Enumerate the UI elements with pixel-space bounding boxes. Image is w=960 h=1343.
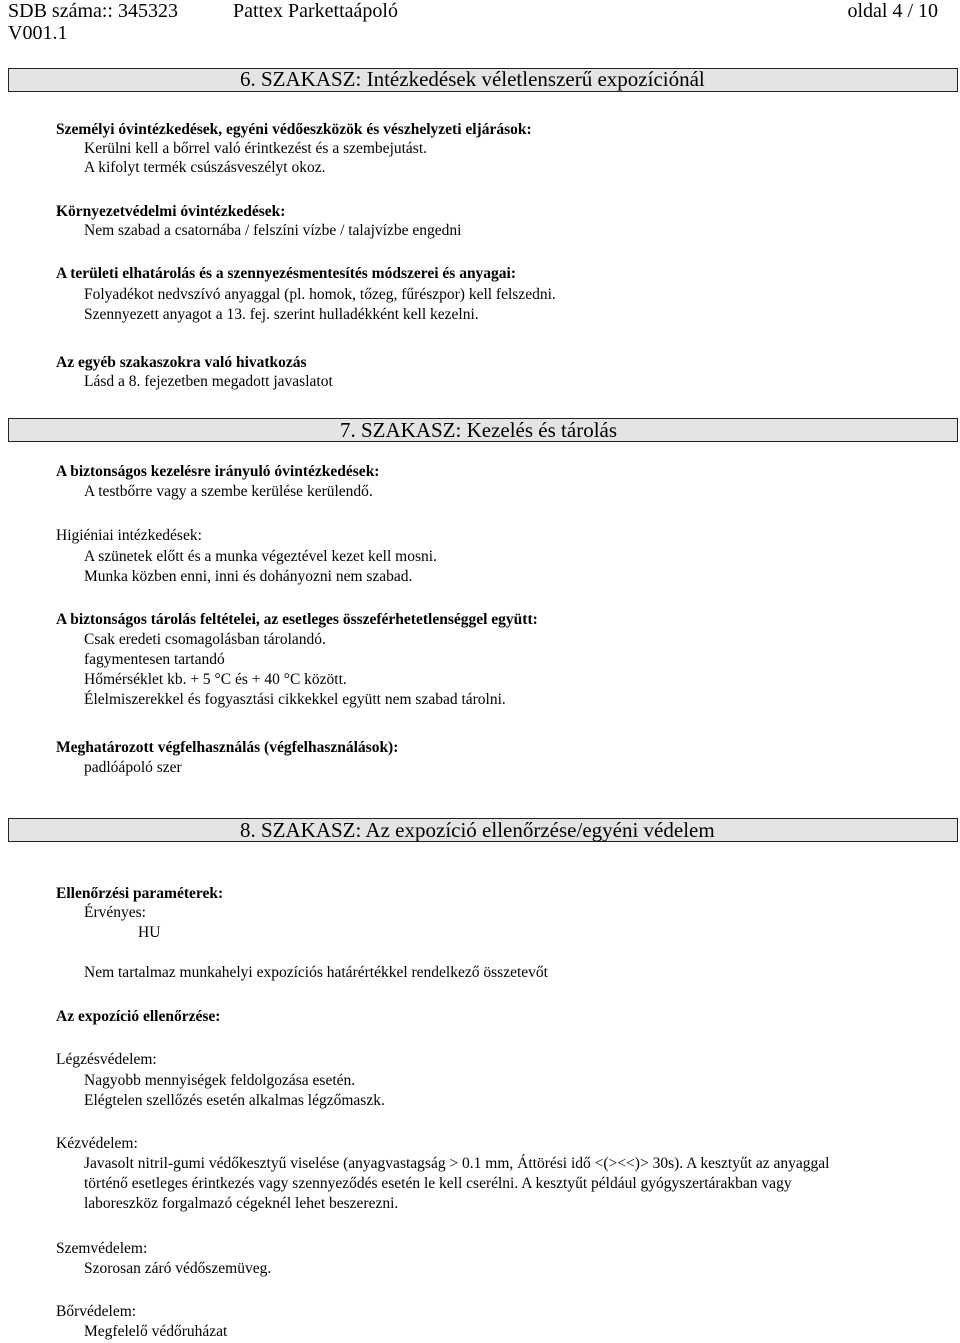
section-8-title: 8. SZAKASZ: Az expozíció ellenőrzése/egyéni védelem [240, 818, 715, 842]
storage-line-4: Élelmiszerekkel és fogyasztási cikkekkel együtt nem szabad tárolni. [84, 691, 506, 708]
valid-label: Érvényes: [84, 904, 146, 921]
personal-heading: Személyi óvintézkedések, egyéni védőeszközök és vészhelyzeti eljárások: [56, 121, 532, 138]
hand-line-1: Javasolt nitril-gumi védőkesztyű viselése (anyagvastagság > 0.1 mm, Áttörési idő <(><<)> 30s). A kesztyűt az anyaggal [84, 1155, 830, 1172]
end-use-line-1: padlóápoló szer [84, 759, 182, 776]
respiratory-line-1: Nagyobb mennyiségek feldolgozása esetén. [84, 1072, 356, 1089]
containment-line-2: Szennyezett anyagot a 13. fej. szerint hulladékként kell kezelni. [84, 306, 479, 323]
hygiene-line-2: Munka közben enni, inni és dohányozni nem szabad. [84, 568, 413, 585]
personal-line-1: Kerülni kell a bőrrel való érintkezést és a szembejutást. [84, 140, 428, 157]
no-limit-text: Nem tartalmaz munkahelyi expozíciós határértékkel rendelkező összetevőt [84, 964, 548, 981]
storage-line-1: Csak eredeti csomagolásban tárolandó. [84, 631, 326, 648]
end-use-heading: Meghatározott végfelhasználás (végfelhasználások): [56, 739, 399, 756]
containment-heading: A területi elhatárolás és a szennyezésmentesítés módszerei és anyagai: [56, 265, 517, 282]
section-7-title: 7. SZAKASZ: Kezelés és tárolás [340, 418, 618, 442]
valid-country: HU [138, 924, 161, 941]
hand-line-2: történő esetleges érintkezés vagy szennyeződés esetén le kell cserélni. A kesztyűt például gyógyszertárakban vagy [84, 1175, 792, 1192]
hand-line-3: laboreszköz forgalmazó cégeknél lehet beszerezni. [84, 1195, 399, 1212]
exposure-control-heading: Az expozíció ellenőrzése: [56, 1008, 221, 1025]
control-params-heading: Ellenőrzési paraméterek: [56, 885, 224, 902]
storage-heading: A biztonságos tárolás feltételei, az esetleges összeférhetetlenséggel együtt: [56, 611, 538, 628]
safe-handling-line-1: A testbőrre vagy a szembe kerülése kerülendő. [84, 483, 373, 500]
hand-heading: Kézvédelem: [56, 1135, 138, 1152]
page-number: oldal 4 / 10 [847, 0, 938, 22]
reference-line-1: Lásd a 8. fejezetben megadott javaslatot [84, 373, 333, 390]
eye-heading: Szemvédelem: [56, 1240, 148, 1257]
skin-line-1: Megfelelő védőruházat [84, 1323, 228, 1340]
skin-heading: Bőrvédelem: [56, 1303, 137, 1320]
product-name: Pattex Parkettaápoló [233, 0, 398, 22]
hygiene-line-1: A szünetek előtt és a munka végeztével kezet kell mosni. [84, 548, 437, 565]
version: V001.1 [8, 22, 68, 44]
env-heading: Környezetvédelmi óvintézkedések: [56, 203, 286, 220]
env-line-1: Nem szabad a csatornába / felszíni vízbe / talajvízbe engedni [84, 222, 462, 239]
storage-line-2: fagymentesen tartandó [84, 651, 225, 668]
storage-line-3: Hőmérséklet kb. + 5 °C és + 40 °C között. [84, 671, 347, 688]
containment-line-1: Folyadékot nedvszívó anyaggal (pl. homok, tőzeg, fűrészpor) kell felszedni. [84, 286, 556, 303]
safe-handling-heading: A biztonságos kezelésre irányuló óvintézkedések: [56, 463, 380, 480]
eye-line-1: Szorosan záró védőszemüveg. [84, 1260, 272, 1277]
section-6-title: 6. SZAKASZ: Intézkedések véletlenszerű expozíciónál [240, 67, 705, 91]
hygiene-heading: Higiéniai intézkedések: [56, 527, 202, 544]
personal-line-2: A kifolyt termék csúszásveszélyt okoz. [84, 159, 326, 176]
respiratory-heading: Légzésvédelem: [56, 1051, 157, 1068]
respiratory-line-2: Elégtelen szellőzés esetén alkalmas légzőmaszk. [84, 1092, 385, 1109]
reference-heading: Az egyéb szakaszokra való hivatkozás [56, 354, 307, 371]
sdb-number: SDB száma:: 345323 [8, 0, 178, 22]
